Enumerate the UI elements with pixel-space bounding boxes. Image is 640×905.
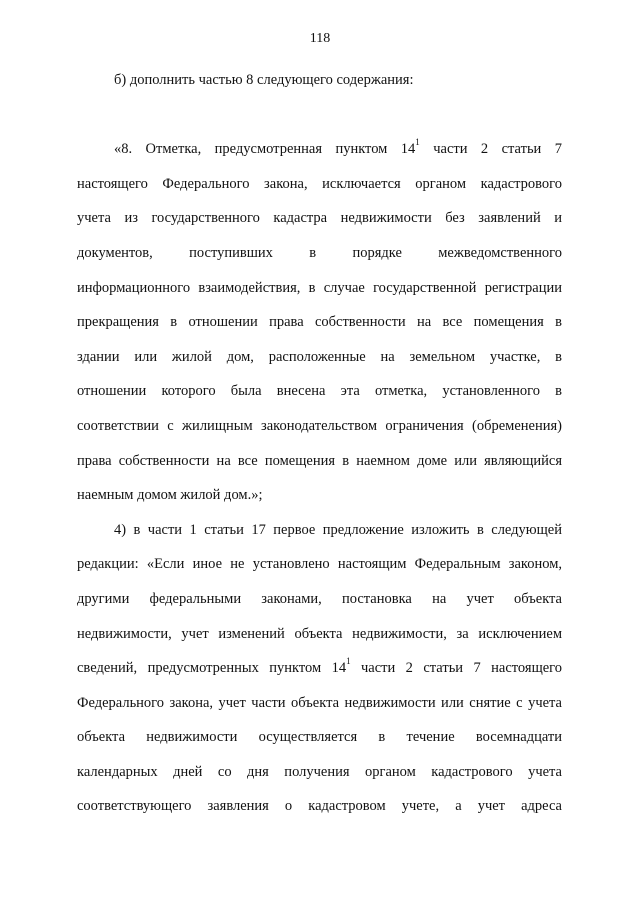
text-line: б) дополнить частью 8 следующего содержания: — [114, 72, 414, 88]
text-line: прекращения в отношении права собственности на все помещения в — [77, 314, 562, 331]
text-line: редакции: «Если иное не установлено настоящим Федеральным законом, — [77, 556, 562, 573]
text-line: объекта недвижимости осуществляется в течение восемнадцати — [77, 729, 562, 746]
text-line: 4) в части 1 статьи 17 первое предложение изложить в следующей — [114, 521, 562, 538]
text-line: документов, поступивших в порядке межведомственного — [77, 244, 562, 261]
text-line: наемным домом жилой дом.»; — [77, 487, 263, 504]
text-line: сведений, предусмотренных пунктом $14^1$ части 2 статьи 7 настоящего — [77, 656, 563, 677]
text-line: информационного взаимодействия, в случае государственной регистрации — [77, 279, 562, 296]
text-line: «8. Отметка, предусмотренная пунктом $14^1$ части 2 статьи 7 — [114, 137, 563, 158]
page-number: 118 — [309, 31, 331, 46]
paragraph-gap — [77, 102, 562, 137]
text-line: здании или жилой дом, расположенные на земельном участке, в — [77, 348, 562, 365]
text-line: права собственности на все помещения в наемном доме или являющийся — [77, 452, 562, 469]
text-line: отношении которого была внесена эта отметка, установленного в — [77, 383, 562, 400]
text-line: соответствии с жилищным законодательством ограничения (обременения) — [77, 417, 562, 434]
text-line: соответствующего заявления о кадастровом учете, а учет адреса — [77, 798, 562, 815]
text-line: Федерального закона, учет части объекта недвижимости или снятие с учета — [77, 694, 562, 711]
document-body — [77, 67, 562, 828]
text-line: календарных дней со дня получения органом кадастрового учета — [77, 763, 562, 780]
text-line: недвижимости, учет изменений объекта недвижимости, за исключением — [77, 625, 562, 642]
text-line: другими федеральными законами, постановка на учет объекта — [77, 590, 562, 607]
text-line: учета из государственного кадастра недвижимости без заявлений и — [77, 210, 562, 227]
text-line: настоящего Федерального закона, исключается органом кадастрового — [77, 175, 562, 192]
